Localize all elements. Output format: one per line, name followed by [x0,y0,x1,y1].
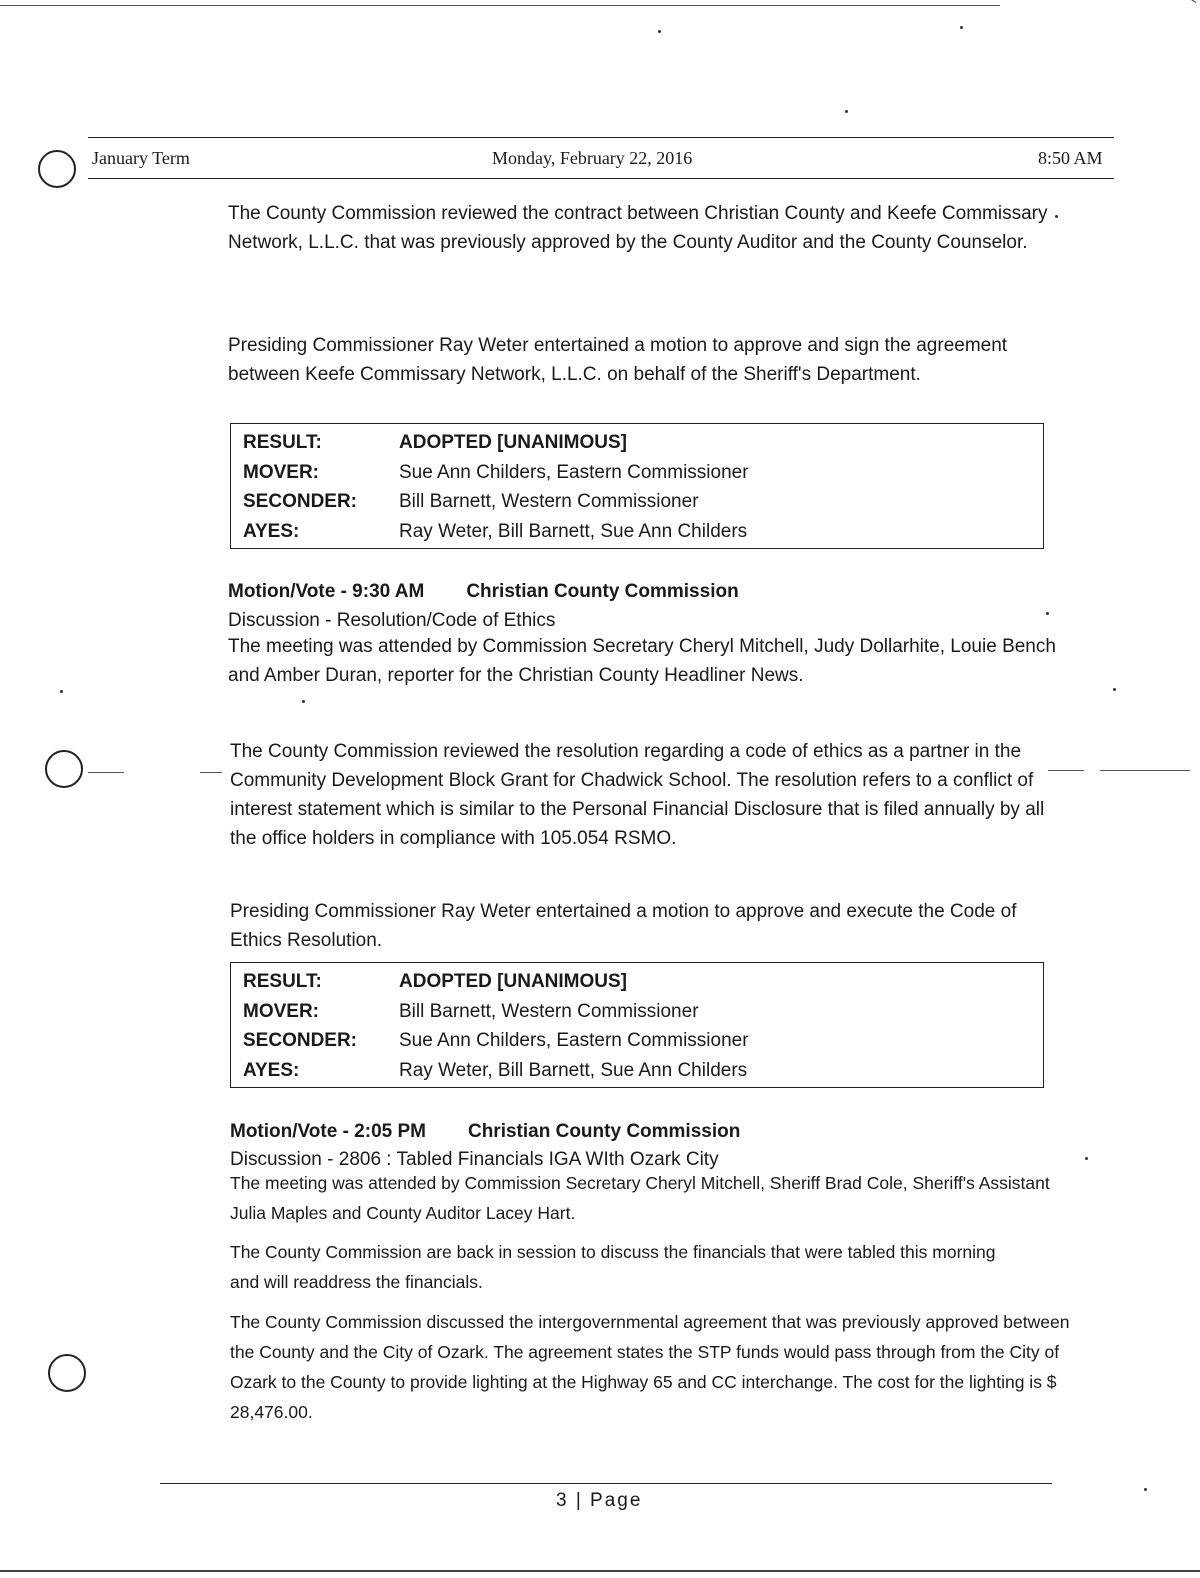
attendance-paragraph: The meeting was attended by Commission Secretary Cheryl Mitchell, Judy Dollarhite, Louie Bench and Amber Duran, reporter for the Christian County Headliner News. [228,636,1056,686]
scan-speck [302,700,305,703]
footer-rule [160,1483,1052,1484]
header-rule-bottom [88,178,1114,179]
scan-speck [1144,1488,1147,1491]
intro-paragraph-contract: The County Commission reviewed the contract between Christian County and Keefe Commissary Network, L.L.C. that was previously approved by the County Auditor and the County Counselor. [228,203,1048,253]
vote-label: SECONDER: [243,491,358,512]
discussion-line: Discussion - 2806 : Tabled Financials IGA WIth Ozark City [230,1149,719,1170]
vote-row-mover [231,458,1043,488]
intro-paragraph-motion: Presiding Commissioner Ray Weter entertained a motion to approve and sign the agreement between Keefe Commissary Network, L.L.C. on behalf of the Sheriff's Department. [228,335,1008,385]
attendance-paragraph: The meeting was attended by Commission Secretary Cheryl Mitchell, Sheriff Brad Cole, Sheriff's Assistant Julia Maples and County Auditor Lacey Hart. [230,1173,1050,1223]
scan-edge-line-bottom [0,1570,1200,1572]
vote-result-value: ADOPTED [UNANIMOUS] [399,432,627,453]
scan-speck [60,690,63,693]
header-term: January Term [92,148,190,168]
vote-row-seconder [231,1026,1043,1056]
punch-hole-icon [38,150,76,188]
page-number: 3 | Page [556,1490,643,1511]
vote-row-ayes [231,1056,1043,1086]
vote-row-mover [231,997,1043,1027]
vote-result-value: ADOPTED [UNANIMOUS] [399,971,627,992]
scan-dash [1100,770,1190,771]
vote-ayes-value: Ray Weter, Bill Barnett, Sue Ann Childers [399,1059,748,1081]
scan-speck [960,26,963,29]
vote-label: MOVER: [243,461,319,483]
motion-heading [228,577,1058,606]
vote-row-seconder [231,487,1043,517]
iga-paragraph: The County Commission discussed the intergovernmental agreement that was previously approved between the County and the City of Ozark. The agreement states the STP funds would pass through from the City of Ozark to the County to provide lighting at the Highway 65 and CC interchange. The cost for the lighting is $ 28,476.00. [230,1312,1070,1422]
vote-row-result [231,967,1043,997]
motion-body: Christian County Commission [466,581,739,602]
session-paragraph: The County Commission are back in session to discuss the financials that were tabled this morning and will readdress the financials. [230,1242,996,1292]
vote-result-table [230,423,1044,549]
ethics-paragraph: The County Commission reviewed the resolution regarding a code of ethics as a partner in the Community Development Block Grant for Chadwick School. The resolution refers to a conflict of interest statement which is similar to the Personal Financial Disclosure that is filed annually by all the office holders in compliance with 105.054 RSMO. [230,741,1045,849]
motion-body: Christian County Commission [467,1121,741,1142]
punch-hole-icon [48,1354,86,1392]
scan-speck [658,30,661,33]
vote-result-table [230,962,1044,1088]
scan-edge-line [0,5,1000,6]
motion-time: Motion/Vote - 2:05 PM [230,1121,426,1142]
discussion-line: Discussion - Resolution/Code of Ethics [228,610,556,631]
vote-label: RESULT: [243,971,322,992]
ethics-motion-paragraph: Presiding Commissioner Ray Weter entertained a motion to approve and execute the Code of Ethics Resolution. [230,901,1017,951]
punch-hole-icon [45,750,83,788]
scan-dash [88,772,124,773]
vote-label: RESULT: [243,432,322,453]
scan-speck [845,110,848,113]
header-time: 8:50 AM [1038,148,1103,168]
vote-row-result [231,428,1043,458]
vote-label: AYES: [243,1059,300,1081]
vote-label: AYES: [243,520,300,542]
header-rule-top [88,137,1114,138]
vote-mover-value: Sue Ann Childers, Eastern Commissioner [399,461,749,483]
scan-corner-mark [1177,0,1196,3]
motion-time: Motion/Vote - 9:30 AM [228,581,425,602]
scan-speck [1085,1157,1088,1160]
vote-label: MOVER: [243,1000,319,1022]
vote-seconder-value: Bill Barnett, Western Commissioner [399,491,699,512]
vote-label: SECONDER: [243,1030,358,1051]
vote-ayes-value: Ray Weter, Bill Barnett, Sue Ann Childers [399,520,748,542]
scan-speck [1113,688,1116,691]
header-date: Monday, February 22, 2016 [492,148,693,168]
vote-row-ayes [231,517,1043,547]
vote-mover-value: Bill Barnett, Western Commissioner [399,1000,699,1022]
motion-heading [230,1117,1060,1146]
scan-dash [200,772,222,773]
vote-seconder-value: Sue Ann Childers, Eastern Commissioner [399,1030,749,1051]
